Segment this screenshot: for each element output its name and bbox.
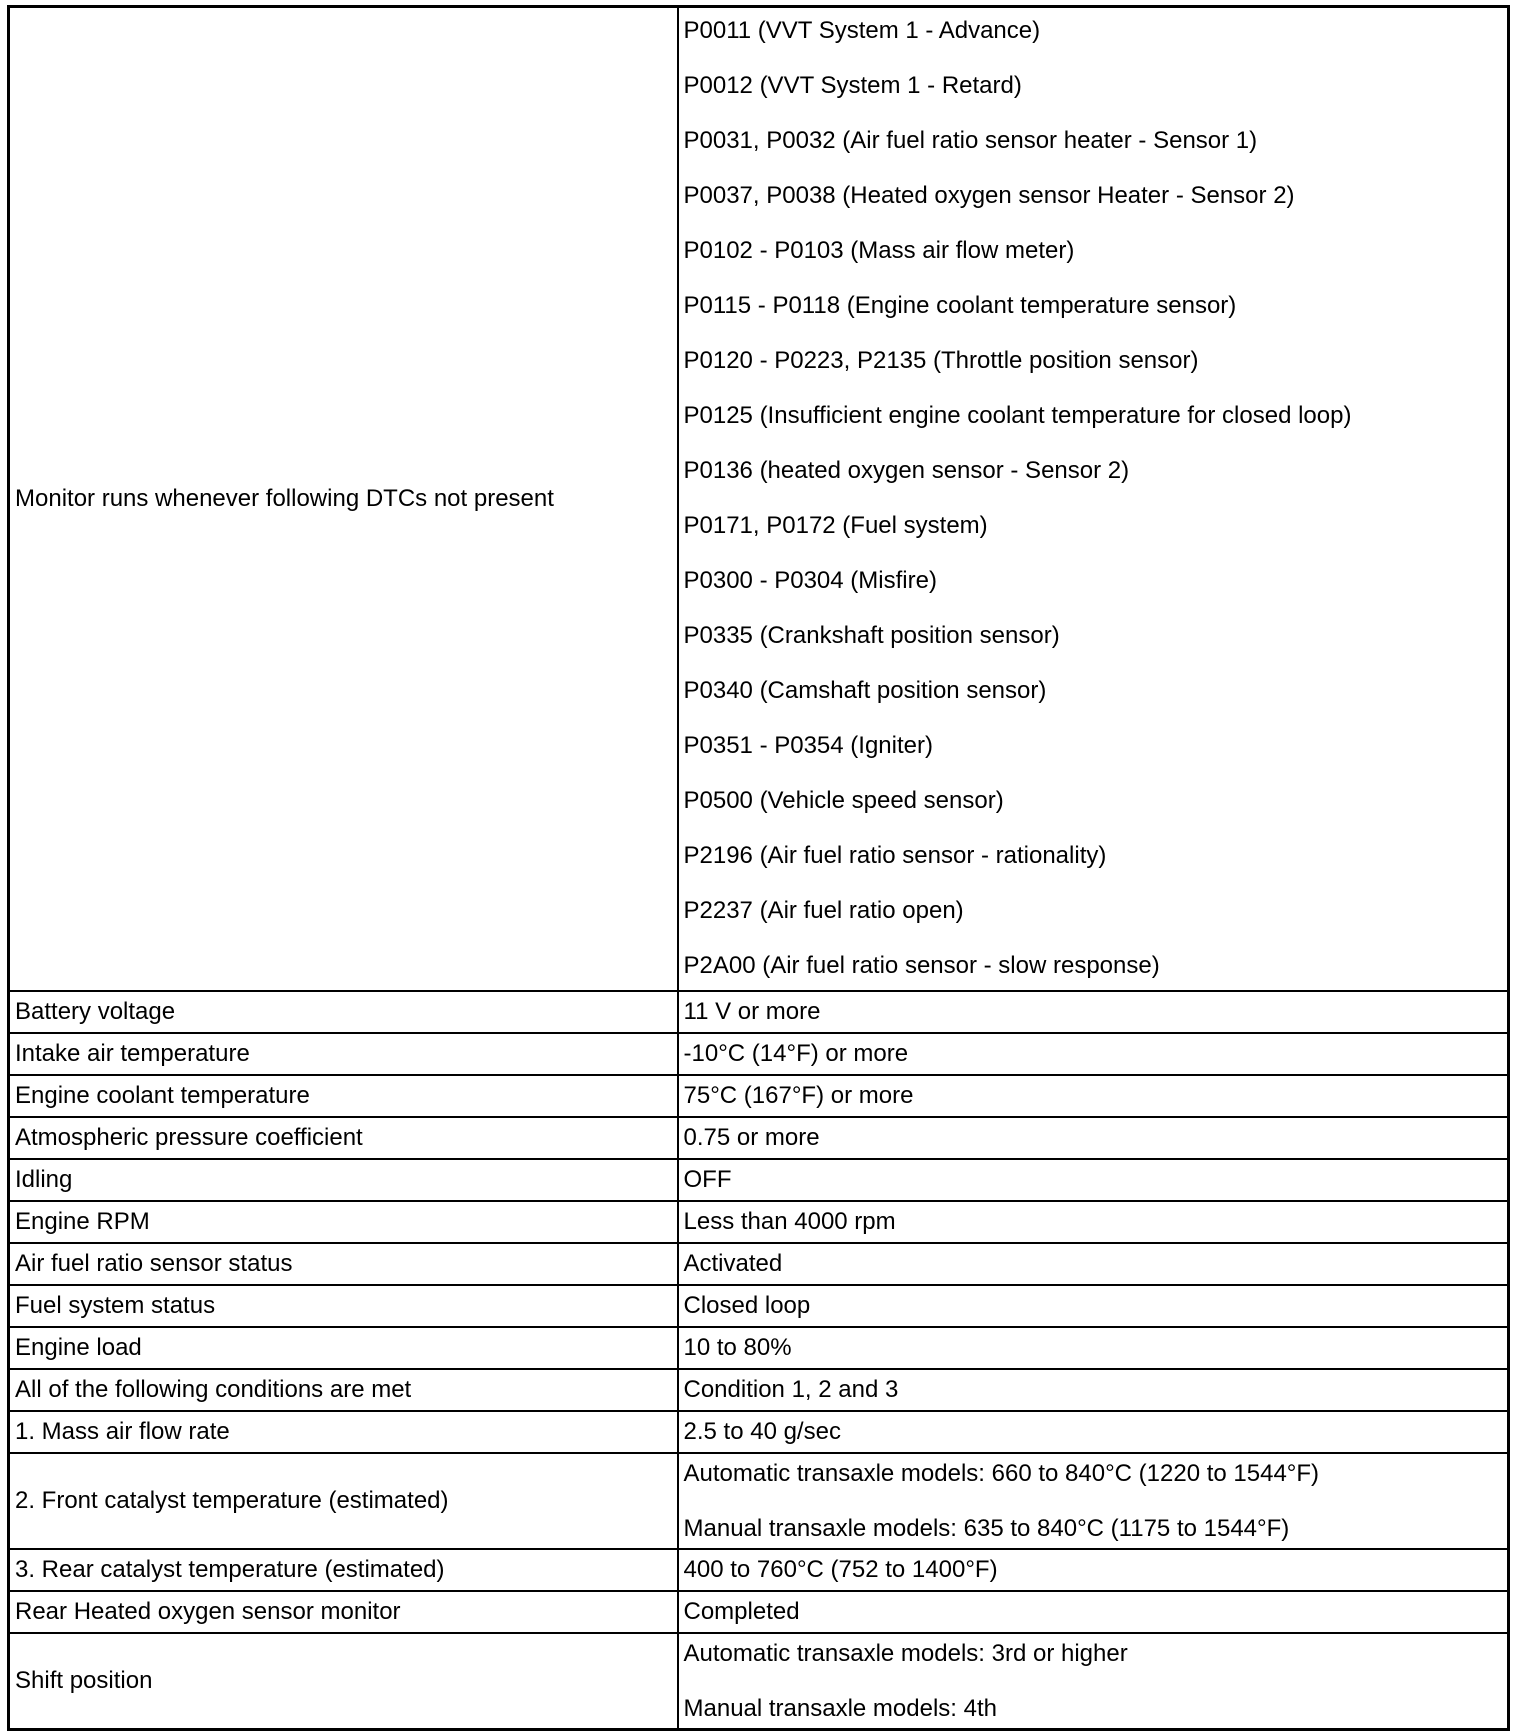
- condition-value: 10 to 80%: [678, 1327, 1509, 1369]
- table-row: [9, 1243, 1509, 1285]
- condition-label: Intake air temperature: [9, 1033, 678, 1075]
- condition-label: Rear Heated oxygen sensor monitor: [9, 1591, 678, 1633]
- dtc-item: P0136 (heated oxygen sensor - Sensor 2): [683, 457, 1130, 484]
- monitor-conditions-table: [7, 5, 1510, 1731]
- condition-value: 2.5 to 40 g/sec: [678, 1411, 1509, 1453]
- condition-value: 75°C (167°F) or more: [678, 1075, 1509, 1117]
- dtc-item: P0335 (Crankshaft position sensor): [683, 622, 1060, 649]
- dtc-item: P0012 (VVT System 1 - Retard): [683, 72, 1022, 99]
- condition-label: Engine load: [9, 1327, 678, 1369]
- table-row: [9, 1591, 1509, 1633]
- table-row: [9, 1201, 1509, 1243]
- condition-label: Fuel system status: [9, 1285, 678, 1327]
- condition-value: [678, 1633, 1509, 1730]
- automatic-value: Automatic transaxle models: 660 to 840°C (1220 to 1544°F): [683, 1460, 1320, 1487]
- condition-label: 2. Front catalyst temperature (estimated): [9, 1453, 678, 1549]
- dtc-item: P0115 - P0118 (Engine coolant temperature sensor): [683, 292, 1237, 319]
- condition-label: Air fuel ratio sensor status: [9, 1243, 678, 1285]
- dtc-item: P2196 (Air fuel ratio sensor - rationality): [683, 842, 1107, 869]
- dtc-item: P2A00 (Air fuel ratio sensor - slow response): [683, 952, 1160, 979]
- table-row: [9, 1117, 1509, 1159]
- table-row: [9, 1633, 1509, 1730]
- manual-value: Manual transaxle models: 635 to 840°C (1175 to 1544°F): [683, 1515, 1290, 1542]
- condition-value: Completed: [678, 1591, 1509, 1633]
- condition-value: Closed loop: [678, 1285, 1509, 1327]
- dtc-item: P0171, P0172 (Fuel system): [683, 512, 988, 539]
- table-row: [9, 1369, 1509, 1411]
- dtc-item: P0031, P0032 (Air fuel ratio sensor heater - Sensor 1): [683, 127, 1258, 154]
- dtc-item: P0300 - P0304 (Misfire): [683, 567, 937, 594]
- table-row: [9, 7, 1509, 992]
- table-row: [9, 1453, 1509, 1549]
- dtc-list-cell: [678, 7, 1509, 992]
- dtc-item: P0102 - P0103 (Mass air flow meter): [683, 237, 1075, 264]
- condition-label: Atmospheric pressure coefficient: [9, 1117, 678, 1159]
- condition-label: 1. Mass air flow rate: [9, 1411, 678, 1453]
- condition-label: All of the following conditions are met: [9, 1369, 678, 1411]
- condition-value: [678, 1453, 1509, 1549]
- dtc-item: P0037, P0038 (Heated oxygen sensor Heater - Sensor 2): [683, 182, 1295, 209]
- condition-value: Less than 4000 rpm: [678, 1201, 1509, 1243]
- condition-value: 11 V or more: [678, 991, 1509, 1033]
- condition-label: Engine RPM: [9, 1201, 678, 1243]
- table-row: [9, 1075, 1509, 1117]
- dtc-item: P0120 - P0223, P2135 (Throttle position sensor): [683, 347, 1199, 374]
- manual-value: Manual transaxle models: 4th: [683, 1695, 997, 1722]
- condition-label: 3. Rear catalyst temperature (estimated): [9, 1549, 678, 1591]
- condition-label: Idling: [9, 1159, 678, 1201]
- automatic-value: Automatic transaxle models: 3rd or higher: [683, 1640, 1128, 1667]
- condition-label: Battery voltage: [9, 991, 678, 1033]
- condition-label: Monitor runs whenever following DTCs not present: [9, 7, 678, 992]
- dtc-item: P2237 (Air fuel ratio open): [683, 897, 964, 924]
- condition-value: OFF: [678, 1159, 1509, 1201]
- table-row: [9, 1327, 1509, 1369]
- table-row: [9, 1411, 1509, 1453]
- table-row: [9, 991, 1509, 1033]
- dtc-item: P0125 (Insufficient engine coolant temperature for closed loop): [683, 402, 1352, 429]
- table-row: [9, 1285, 1509, 1327]
- dtc-item: P0340 (Camshaft position sensor): [683, 677, 1047, 704]
- condition-value: -10°C (14°F) or more: [678, 1033, 1509, 1075]
- table-row: [9, 1549, 1509, 1591]
- condition-label: Shift position: [9, 1633, 678, 1730]
- table-row: [9, 1033, 1509, 1075]
- condition-value: 0.75 or more: [678, 1117, 1509, 1159]
- dtc-item: P0500 (Vehicle speed sensor): [683, 787, 1004, 814]
- condition-value: Activated: [678, 1243, 1509, 1285]
- table-row: [9, 1159, 1509, 1201]
- condition-value: 400 to 760°C (752 to 1400°F): [678, 1549, 1509, 1591]
- dtc-item: P0011 (VVT System 1 - Advance): [683, 17, 1041, 44]
- condition-value: Condition 1, 2 and 3: [678, 1369, 1509, 1411]
- condition-label: Engine coolant temperature: [9, 1075, 678, 1117]
- dtc-item: P0351 - P0354 (Igniter): [683, 732, 933, 759]
